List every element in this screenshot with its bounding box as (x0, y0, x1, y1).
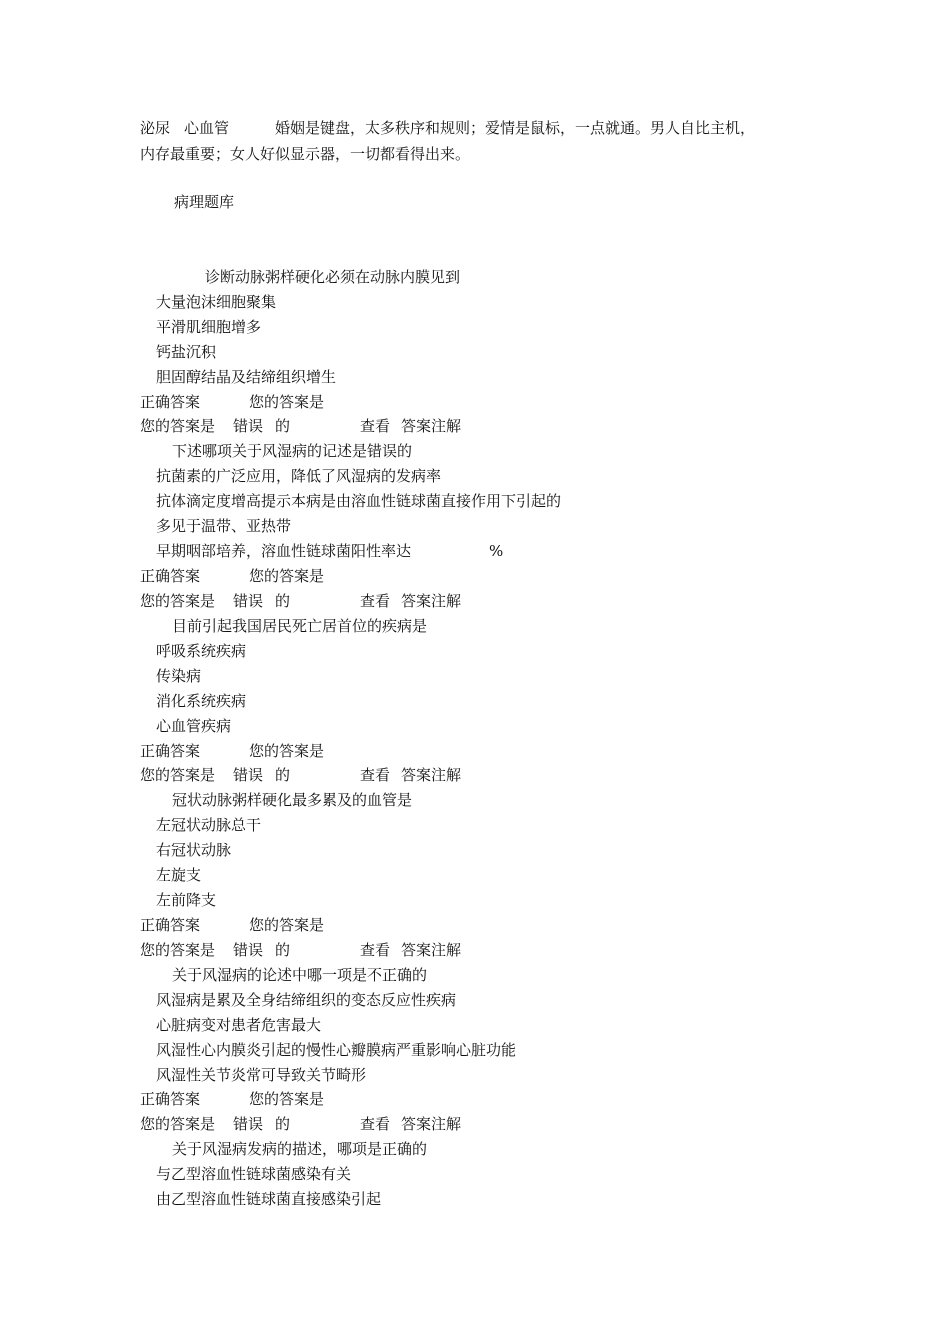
header-line-1 (140, 118, 756, 138)
wrong-label: 错误 (233, 766, 264, 784)
question-3-result-row (140, 765, 462, 785)
your-answer-is-label: 您的答案是 (140, 941, 216, 959)
question-3-option-d[interactable]: 心血管疾病 (156, 717, 232, 735)
view-link[interactable]: 查看 (360, 941, 391, 959)
your-answer-label: 您的答案是 (249, 742, 325, 760)
wrong-label: 错误 (233, 417, 264, 435)
answer-note-link[interactable]: 答案注解 (401, 941, 462, 959)
header-quote-line-1: 婚姻是键盘，太多秩序和规则；爱情是鼠标，一点就通。男人自比主机， (275, 119, 756, 137)
your-answer-label: 您的答案是 (249, 916, 325, 934)
your-answer-is-label: 您的答案是 (140, 592, 216, 610)
correct-answer-label: 正确答案 (140, 742, 201, 760)
question-2-answer-row (140, 566, 325, 586)
correct-answer-label: 正确答案 (140, 393, 201, 411)
question-2-option-a[interactable]: 抗菌素的广泛应用，降低了风湿病的发病率 (156, 467, 442, 485)
question-2-result-row (140, 591, 462, 611)
question-5-stem: 关于风湿病的论述中哪一项是不正确的 (172, 966, 428, 984)
question-4-option-b[interactable]: 右冠状动脉 (156, 841, 232, 859)
question-1-stem: 诊断动脉粥样硬化必须在动脉内膜见到 (205, 268, 461, 286)
question-4-option-a[interactable]: 左冠状动脉总干 (156, 816, 262, 834)
question-3-option-b[interactable]: 传染病 (156, 667, 202, 685)
wrong-label: 错误 (233, 941, 264, 959)
question-5-option-d[interactable]: 风湿性关节炎常可导致关节畸形 (156, 1066, 367, 1084)
answer-note-link[interactable]: 答案注解 (401, 417, 462, 435)
question-3-option-c[interactable]: 消化系统疾病 (156, 692, 247, 710)
question-4-stem: 冠状动脉粥样硬化最多累及的血管是 (172, 791, 413, 809)
question-5-option-b[interactable]: 心脏病变对患者危害最大 (156, 1016, 322, 1034)
question-1-option-a[interactable]: 大量泡沫细胞聚集 (156, 293, 277, 311)
question-4-option-c[interactable]: 左旋支 (156, 866, 202, 884)
question-6-stem: 关于风湿病发病的描述，哪项是正确的 (172, 1140, 428, 1158)
question-4-option-d[interactable]: 左前降支 (156, 891, 217, 909)
question-2-option-d-row[interactable] (156, 541, 516, 561)
your-answer-label: 您的答案是 (249, 1090, 325, 1108)
percent-sign: % (489, 542, 504, 560)
question-4-result-row (140, 940, 462, 960)
of-label: 的 (275, 417, 291, 435)
your-answer-is-label: 您的答案是 (140, 417, 216, 435)
answer-note-link[interactable]: 答案注解 (401, 592, 462, 610)
question-5-option-c[interactable]: 风湿性心内膜炎引起的慢性心瓣膜病严重影响心脏功能 (156, 1041, 517, 1059)
view-link[interactable]: 查看 (360, 592, 391, 610)
your-answer-label: 您的答案是 (249, 567, 325, 585)
correct-answer-label: 正确答案 (140, 916, 201, 934)
question-2-option-d: 早期咽部培养，溶血性链球菌阳性率达 (156, 542, 412, 560)
question-3-stem: 目前引起我国居民死亡居首位的疾病是 (172, 617, 428, 635)
question-3-option-a[interactable]: 呼吸系统疾病 (156, 642, 247, 660)
correct-answer-label: 正确答案 (140, 1090, 201, 1108)
question-1-answer-row (140, 392, 325, 412)
section-title: 病理题库 (174, 193, 235, 211)
question-6-option-b[interactable]: 由乙型溶血性链球菌直接感染引起 (156, 1190, 382, 1208)
of-label: 的 (275, 941, 291, 959)
header-tag-cardiovascular: 心血管 (184, 119, 230, 137)
view-link[interactable]: 查看 (360, 766, 391, 784)
question-1-option-d[interactable]: 胆固醇结晶及结缔组织增生 (156, 368, 337, 386)
your-answer-is-label: 您的答案是 (140, 766, 216, 784)
your-answer-label: 您的答案是 (249, 393, 325, 411)
of-label: 的 (275, 592, 291, 610)
question-5-result-row (140, 1114, 462, 1134)
question-2-option-c[interactable]: 多见于温带、亚热带 (156, 517, 292, 535)
header-tag-urology: 泌尿 (140, 119, 171, 137)
question-3-answer-row (140, 741, 325, 761)
view-link[interactable]: 查看 (360, 417, 391, 435)
question-1-result-row (140, 416, 462, 436)
answer-note-link[interactable]: 答案注解 (401, 1115, 462, 1133)
wrong-label: 错误 (233, 1115, 264, 1133)
answer-note-link[interactable]: 答案注解 (401, 766, 462, 784)
view-link[interactable]: 查看 (360, 1115, 391, 1133)
your-answer-is-label: 您的答案是 (140, 1115, 216, 1133)
question-2-option-b[interactable]: 抗体滴定度增高提示本病是由溶血性链球菌直接作用下引起的 (156, 492, 562, 510)
wrong-label: 错误 (233, 592, 264, 610)
question-6-option-a[interactable]: 与乙型溶血性链球菌感染有关 (156, 1165, 352, 1183)
question-1-option-c[interactable]: 钙盐沉积 (156, 343, 217, 361)
of-label: 的 (275, 766, 291, 784)
header-quote-line-2: 内存最重要；女人好似显示器，一切都看得出来。 (140, 145, 471, 163)
of-label: 的 (275, 1115, 291, 1133)
question-1-option-b[interactable]: 平滑肌细胞增多 (156, 318, 262, 336)
question-5-option-a[interactable]: 风湿病是累及全身结缔组织的变态反应性疾病 (156, 991, 457, 1009)
header-line-2 (140, 144, 471, 164)
question-2-stem: 下述哪项关于风湿病的记述是错误的 (172, 442, 413, 460)
question-4-answer-row (140, 915, 325, 935)
question-5-answer-row (140, 1089, 325, 1109)
correct-answer-label: 正确答案 (140, 567, 201, 585)
